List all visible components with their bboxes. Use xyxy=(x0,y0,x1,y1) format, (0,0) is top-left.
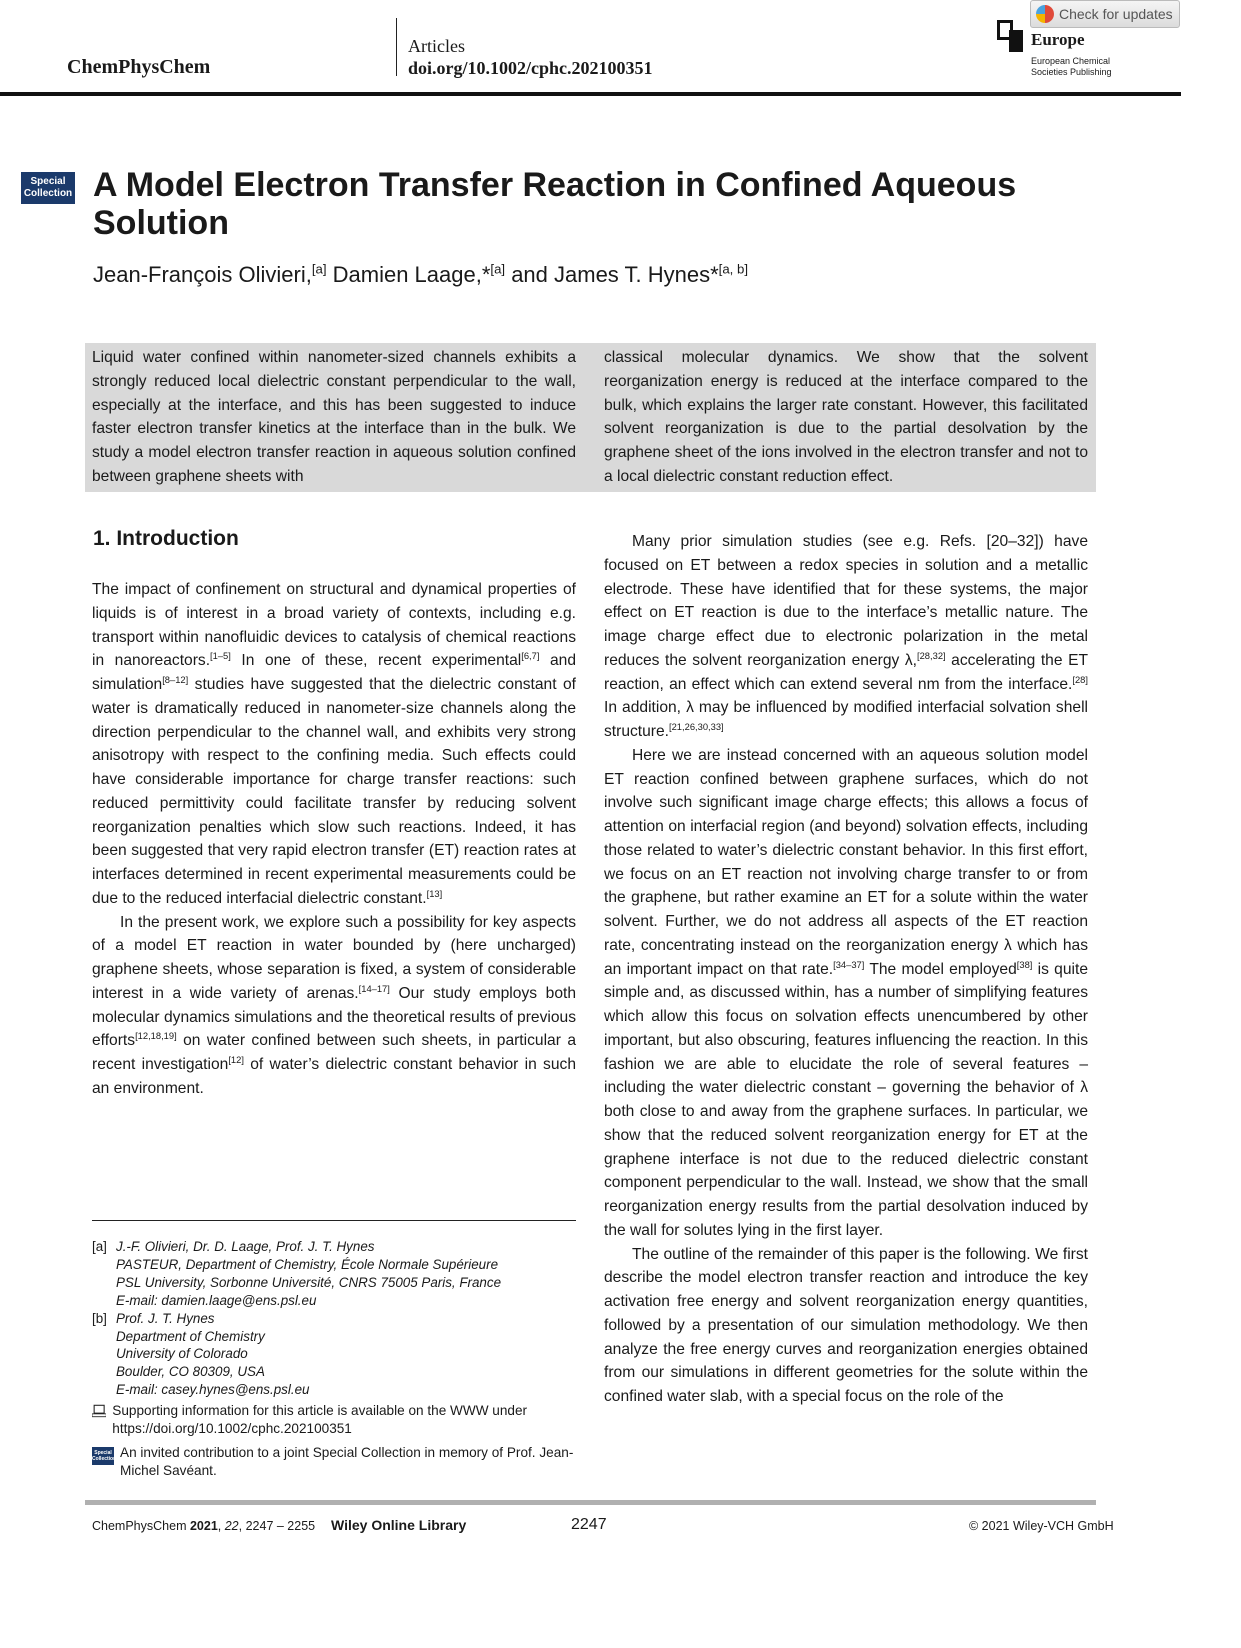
wiley-online-library-link[interactable]: Wiley Online Library xyxy=(331,1517,467,1533)
special-collection-icon: Special Collection xyxy=(92,1447,114,1465)
abstract-left: Liquid water confined within nanometer-sized channels exhibits a strongly reduced local dielectric constant perpendicular to the wall, especially at the interface, and this has been suggested to induce faster electron transfer kinetics at the interface than in the bulk. We study a model electron transfer reaction in aqueous solution confined between graphene sheets with xyxy=(92,349,576,485)
supporting-info-text: Supporting information for this article is available on the WWW under https://doi.org/10.1002/cphc.202100351 xyxy=(112,1403,528,1436)
crossmark-icon xyxy=(1036,5,1054,23)
paragraph xyxy=(92,578,576,911)
text-segment: Jean-François Olivieri, xyxy=(93,262,312,287)
check-for-updates-label: Check for updates xyxy=(1059,6,1173,22)
text-segment: is quite simple and, as discussed within, has a number of simplifying features which allow this focus on solvation effects unencumbered by other important, but also obscuring, features influencing the reaction. In this fashion we are able to elucidate the role of several features – including the water dielectric constant – governing the behavior of λ both close to and away from the graphene surfaces. In particular, we show that the reduced solvent reorganization energy for ET at the graphene interface is not due to the reduced dielectric constant component perpendicular to the wall. Instead, we show that the small reorganization energy results from the partial desolvation induced by the wall for solutes lying in the first layer. xyxy=(604,960,1088,1239)
abstract-right: classical molecular dynamics. We show that the solvent reorganization energy is reduced at the interface compared to the bulk, which explains the larger rate constant. However, this facilitated solvent reorganization is due to the partial desolvation by the graphene sheet of the ions involved in the electron transfer and not to a local dielectric constant reduction effect. xyxy=(604,349,1088,485)
footer-year: 2021 xyxy=(189,1519,218,1533)
text-segment: studies have suggested that the dielectric constant of water is dramatically reduced in nanometer-size channels along the direction perpendicular to the channel wall, and exhibits very strong anisotropy with respect to the confining media. Such effects could have considerable importance for charge transfer reactions: such reduced permittivity could facilitate transfer by reducing solvent reorganization penalties which slow such reactions. Indeed, it has been suggested that very rapid electron transfer (ET) reaction rates at interfaces determined in recent experimental measurements could be due to the reduced interfacial dielectric constant. xyxy=(92,676,576,907)
citation: ChemPhysChem 2021, 22, 2247 – 2255 xyxy=(92,1519,316,1533)
affiliation-label: [b] xyxy=(92,1310,107,1326)
text-segment: The impact of confinement on structural and dynamical properties of liquids is of interest in a broad variety of contexts, including e.g. transport within nanofluidic devices to catalysis of chemical reactions in nanoreactors. xyxy=(92,581,576,670)
left-column xyxy=(92,578,576,1101)
footer-journal: ChemPhysChem xyxy=(92,1519,187,1533)
text-segment: Damien Laage,* xyxy=(326,262,491,287)
affiliation-line: PSL University, Sorbonne Université, CNRS 75005 Paris, France xyxy=(116,1274,502,1290)
text-segment: and James T. Hynes* xyxy=(505,262,719,287)
text-segment: Many prior simulation studies (see e.g. Refs. [20–32]) have focused on ET between a redox species in solution and a metallic electrode. These have identified that for these systems, the major effect on ET reaction is due to the interface’s metallic nature. The image charge effect due to electronic polarization in the metal reduces the solvent reorganization energy λ, xyxy=(604,533,1088,669)
reference-citation[interactable]: [21,26,30,33] xyxy=(669,721,724,732)
text-segment: Our study employs both molecular dynamics simulations and the theoretical results of previous efforts xyxy=(92,984,576,1050)
footer-rule xyxy=(85,1500,1096,1505)
reference-citation[interactable]: [14–17] xyxy=(358,983,390,994)
reference-citation[interactable]: [28] xyxy=(1072,674,1088,685)
affiliation-line: Prof. J. T. Hynes xyxy=(116,1310,215,1326)
text-segment: on water confined between such sheets, in particular a recent investigation xyxy=(92,1032,576,1073)
reference-citation[interactable]: [a, b] xyxy=(718,261,748,277)
article-title: A Model Electron Transfer Reaction in Confined Aqueous Solution xyxy=(93,166,1017,242)
paragraph xyxy=(604,1243,1088,1409)
section-heading: 1. Introduction xyxy=(93,527,239,550)
text-segment: The outline of the remainder of this paper is the following. We first describe the model electron transfer reaction and introduce the key activation free energy and solvent reorganization energy quantities, followed by a presentation of our simulation methodology. We then analyze the free energy curves and reorganization energies obtained from our simulations in different geometries for the solute within the confined water slab, with a special focus on the role of the xyxy=(604,1245,1088,1405)
supporting-info-note xyxy=(92,1402,582,1438)
affiliation-label: [a] xyxy=(92,1239,107,1254)
header-rule xyxy=(0,92,1181,96)
text-segment: and simulation xyxy=(92,652,576,693)
journal-name: ChemPhysChem xyxy=(67,56,211,78)
reference-citation[interactable]: [6,7] xyxy=(521,651,540,662)
email-link[interactable]: E-mail: casey.hynes@ens.psl.eu xyxy=(116,1382,310,1398)
reference-citation[interactable]: [1–5] xyxy=(210,651,231,662)
text-segment: In the present work, we explore such a possibility for key aspects of a model ET reaction in water bounded by (here uncharged) graphene sheets, whose separation is fixed, a system of considerable interest in a wide variety of arenas. xyxy=(92,913,576,1002)
badge-line1: Special xyxy=(30,176,66,187)
email-link[interactable]: E-mail: damien.laage@ens.psl.eu xyxy=(116,1292,317,1308)
authors xyxy=(93,262,748,288)
reference-citation[interactable]: [34–37] xyxy=(833,959,865,970)
publisher-sub-line2: Societies Publishing xyxy=(1031,67,1112,77)
reference-citation[interactable]: [a] xyxy=(311,261,327,277)
text-segment: The model employed xyxy=(864,960,1017,978)
reference-citation[interactable]: [13] xyxy=(426,888,443,899)
affiliations xyxy=(92,1238,582,1399)
abstract-box xyxy=(85,343,1096,492)
text-segment: In addition, λ may be influenced by modified interfacial solvation shell structure. xyxy=(604,699,1088,740)
affiliation-line: University of Colorado xyxy=(116,1346,248,1362)
footnote-rule xyxy=(92,1220,576,1221)
section-label: Articles xyxy=(408,36,465,56)
publisher-subtitle xyxy=(1031,56,1112,78)
paragraph xyxy=(604,744,1088,1243)
special-collection-note xyxy=(92,1444,582,1480)
copyright: © 2021 Wiley-VCH GmbH xyxy=(969,1519,1114,1533)
paragraph xyxy=(92,911,576,1101)
right-column xyxy=(604,530,1088,1409)
publisher-logo-text: Europe xyxy=(1031,30,1085,49)
affiliation-line: Boulder, CO 80309, USA xyxy=(116,1364,265,1380)
doi-link[interactable]: doi.org/10.1002/cphc.202100351 xyxy=(408,58,653,78)
special-collection-text: An invited contribution to a joint Special Collection in memory of Prof. Jean-Michel Savéant. xyxy=(120,1445,574,1478)
reference-citation[interactable]: [28,32] xyxy=(917,650,946,661)
special-collection-badge xyxy=(21,172,75,204)
text-segment: of water’s dielectric constant behavior in such an environment. xyxy=(92,1056,576,1097)
reference-citation[interactable]: [38] xyxy=(1016,959,1033,970)
badge-line2: Collection xyxy=(23,188,73,199)
check-for-updates-button[interactable] xyxy=(1030,0,1180,28)
publisher-sub-line1: European Chemical xyxy=(1031,56,1111,66)
chemistry-europe-logo-icon xyxy=(997,20,1027,50)
reference-citation[interactable]: [a] xyxy=(490,261,506,277)
text-segment: Here we are instead concerned with an aqueous solution model ET reaction confined between graphene surfaces, which do not involve such significant image charge effects; this allows a focus of attention on interfacial region (and beyond) solvation effects, including those related to water’s dielectric constant behavior. In this first effort, we focus on an ET reaction not involving charge transfer to or from the graphene, but rather examine an ET for a solute within the water solvent. Further, we do not address all aspects of the ET reaction rate, concentrating instead on the reorganization energy λ which has an important impact on that rate. xyxy=(604,746,1088,978)
paragraph xyxy=(604,530,1088,744)
text-segment: In one of these, recent experimental xyxy=(230,652,522,670)
reference-citation[interactable]: [12,18,19] xyxy=(135,1031,177,1042)
page-number: 2247 xyxy=(571,1516,607,1533)
affiliation-line: J.-F. Olivieri, Dr. D. Laage, Prof. J. T. Hynes xyxy=(116,1239,375,1254)
laptop-icon xyxy=(92,1402,106,1420)
footer-volume: 22 xyxy=(224,1519,239,1533)
text-segment: accelerating the ET reaction, an effect which can extend several nm from the interface. xyxy=(604,651,1088,693)
reference-citation[interactable]: [8–12] xyxy=(162,674,189,685)
footer-pages: , 2247 – 2255 xyxy=(238,1519,316,1533)
header-divider xyxy=(396,18,397,76)
reference-citation[interactable]: [12] xyxy=(228,1054,244,1065)
affiliation-line: Department of Chemistry xyxy=(116,1328,265,1344)
affiliation-line: PASTEUR, Department of Chemistry, École Normale Supérieure xyxy=(116,1256,499,1272)
